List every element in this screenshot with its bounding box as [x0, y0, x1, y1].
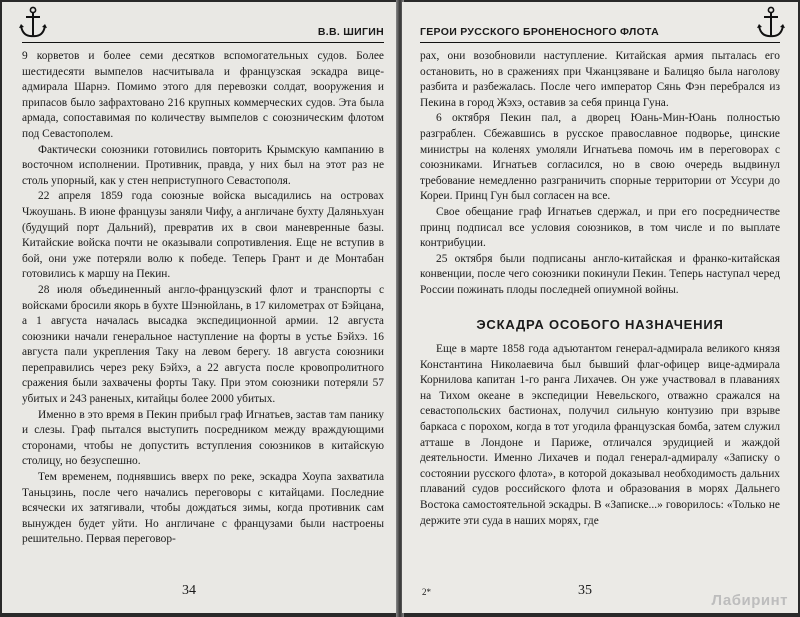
paragraph: 22 апреля 1859 года союзные войска высадились на островах Чжоушань. В июне французы заняли Чифу, а англичане бухту Даляньхуан (будущий порт Дальний), превратив их в свои маневренные базы. Китайские войска почти не оказывали сопротивления. Еще не вступив в бой, они уже потеряли волю к победе. Теперь Грант и де Монтабан готовились к маршу на Пекин. [22, 190, 384, 281]
running-head-author: В.В. ШИГИН [317, 26, 384, 38]
running-head-title: ГЕРОИ РУССКОГО БРОНЕНОСНОГО ФЛОТА [420, 26, 659, 38]
paragraph: Тем временем, поднявшись вверх по реке, эскадра Хоупа захватила Таньцзинь, после чего начались переговоры с китайцами. Последние всячески их затягивали, чтобы дождаться зимы, когда противник сам вынужден будет уйти. Но англичане с французами были настроены решительно. Первая переговор- [22, 471, 384, 546]
anchor-icon [18, 6, 48, 40]
left-page [2, 2, 398, 613]
right-page [402, 2, 798, 613]
signature-mark: 2* [422, 587, 431, 597]
page-number: 34 [182, 583, 196, 598]
right-page-body [420, 49, 780, 529]
paragraph: 28 июля объединенный англо-французский флот и транспорты с войсками бросили якорь в бухте Шэнюйлань, в 17 километрах от Бэйцана, а 1 августа началась высадка экспедиционной армии. 12 августа союзники начали генеральное наступление на форты в устье Бэйхэ. 16 августа пали укрепления Таку на левом берегу. 18 августа союзники переправились через реку Бэйхэ, а 22 августа после кровопролитного сражения были захвачены форты Таку. При этом союзники потеряли 57 убитых и 243 раненых, китайцы более 2000 убитых. [22, 283, 384, 406]
paragraph: Фактически союзники готовились повторить Крымскую кампанию в восточном исполнении. Противник, правда, у них был на этот раз не столь упорный, как у стен неприступного Севастополя. [22, 143, 384, 187]
right-page-header [420, 2, 780, 43]
paragraph: 6 октября Пекин пал, а дворец Юань-Мин-Юань полностью разграблен. Сбежавшись в русское православное подворье, цинские министры на коленях умоляли Игнатьева помочь им в переговорах с союзниками. Игнатьев согласился, но в свою очередь выдвинул требование немедленно разграничить спорные территории от Уссури до Кореи. Принц Гун был согласен на все. [420, 112, 780, 203]
paragraph: Свое обещание граф Игнатьев сдержал, и при его посредничестве принц подписал все условия союзников, в том числе и по выплате контрибуции. [420, 205, 780, 250]
paragraph: 25 октября были подписаны англо-китайская и франко-китайская конвенции, после чего союзники покинули Пекин. Теперь наступал черед России пожинать плоды последней опиумной войны. [420, 252, 780, 296]
paragraph: рах, они возобновили наступление. Китайская армия пыталась его остановить, но в сражениях при Чжанцзяване и Балицяо была наголову разбита и разбежалась. После чего император Сянь Фэн перебрался из Пекина в город Жэхэ, оставив за себя принца Гуна. [420, 50, 780, 109]
paragraph: Именно в это время в Пекин прибыл граф Игнатьев, застав там панику и слезы. Граф пытался выступить посредником между враждующими сторонами, чтобы не допустить вступления союзников в китайскую столицу, но безуспешно. [22, 408, 384, 468]
paragraph: 9 корветов и более семи десятков вспомогательных судов. Более шестидесяти вымпелов насчитывала и французская эскадра вице-адмирала Шарнэ. Помимо этого для перевозки солдат, вооружения и припасов было зафрахтовано 216 крупных коммерческих судов. Эта была армада, сопоставимая по количеству вымпелов с союзническим флотом под Севастополем. [22, 50, 384, 140]
anchor-icon [756, 6, 786, 40]
paragraph: Еще в марте 1858 года адъютантом генерал-адмирала великого князя Константина Николаевича был бывший флаг-офицер вице-адмирала Корнилова капитан 1-го ранга Лихачев. Он уже участвовал в плаваниях на Тихом океане в экспедиции Невельского, отважно сражался на севастопольских бастионах, получил сильную контузию при взрыве баркаса с порохом, когда в тот угодила французская бомба, затем служил атташе в Лондоне и Париже, отличался эрудицией и жаждой деятельности. Именно Лихачев и подал генерал-адмиралу «Записку о состоянии русского флота», в которой доказывал необходимость дальних плаваний судов российского флота и образования в морях Дальнего Востока самостоятельной эскадры. В «Записке...» говорилось: «Только не держите эти суда в наших морях, где [420, 343, 780, 527]
left-page-body [22, 49, 384, 548]
watermark-logo: Лабиринт [711, 592, 788, 609]
section-heading: ЭСКАДРА ОСОБОГО НАЗНАЧЕНИЯ [476, 316, 724, 332]
page-number: 35 [578, 583, 592, 598]
left-page-header [22, 2, 384, 43]
